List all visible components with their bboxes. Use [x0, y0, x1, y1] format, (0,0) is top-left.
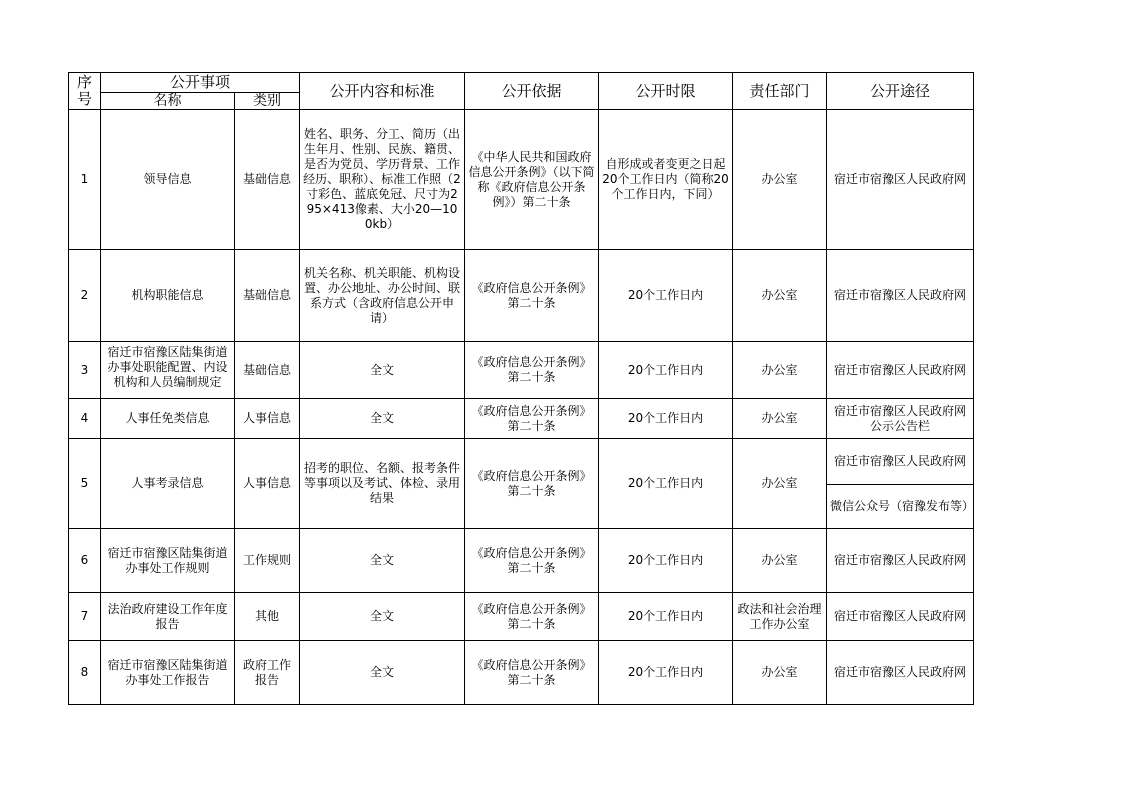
header-time-limit: 公开时限 [599, 73, 733, 110]
row-department: 办公室 [733, 110, 827, 250]
row-category: 基础信息 [235, 110, 300, 250]
row-seq: 2 [69, 250, 101, 342]
row-time-limit: 20个工作日内 [599, 593, 733, 641]
row-category: 工作规则 [235, 529, 300, 593]
row-time-limit: 20个工作日内 [599, 399, 733, 439]
row-content: 全文 [300, 342, 465, 399]
table-row [69, 110, 974, 250]
row-department: 办公室 [733, 529, 827, 593]
table-row [69, 593, 974, 641]
row-basis: 《中华人民共和国政府信息公开条例》（以下简称《政府信息公开条例》）第二十条 [465, 110, 599, 250]
row-channel: 宿迁市宿豫区人民政府网 [827, 250, 974, 342]
header-name: 名称 [101, 93, 235, 110]
row-category: 基础信息 [235, 342, 300, 399]
row-channel: 宿迁市宿豫区人民政府网 [827, 439, 974, 485]
row-name: 法治政府建设工作年度报告 [101, 593, 235, 641]
row-content: 机关名称、机关职能、机构设置、办公地址、办公时间、联系方式（含政府信息公开申请） [300, 250, 465, 342]
table-row [69, 641, 974, 705]
row-name: 宿迁市宿豫区陆集街道办事处工作规则 [101, 529, 235, 593]
header-content: 公开内容和标准 [300, 73, 465, 110]
row-department: 政法和社会治理工作办公室 [733, 593, 827, 641]
row-category: 人事信息 [235, 399, 300, 439]
row-seq: 4 [69, 399, 101, 439]
row-name: 人事任免类信息 [101, 399, 235, 439]
row-channel: 宿迁市宿豫区人民政府网 [827, 593, 974, 641]
row-content: 招考的职位、名额、报考条件等事项以及考试、体检、录用结果 [300, 439, 465, 529]
table-row [69, 250, 974, 342]
header-row-top [69, 73, 974, 93]
row-department: 办公室 [733, 250, 827, 342]
row-name: 机构职能信息 [101, 250, 235, 342]
row-department: 办公室 [733, 342, 827, 399]
row-department: 办公室 [733, 641, 827, 705]
row-name-text: 宿迁市宿豫区陆集街道办事处职能配置、内设机构和人员编制规定 [107, 344, 228, 389]
row-channel: 宿迁市宿豫区人民政府网 [827, 641, 974, 705]
row-name: 人事考录信息 [101, 439, 235, 529]
row-time-limit: 20个工作日内 [599, 342, 733, 399]
row-time-limit: 20个工作日内 [599, 529, 733, 593]
row-content: 全文 [300, 399, 465, 439]
row-name [101, 342, 235, 399]
header-channel: 公开途径 [827, 73, 974, 110]
row-channel: 宿迁市宿豫区人民政府网 [827, 110, 974, 250]
row-time-limit: 20个工作日内 [599, 250, 733, 342]
row-basis: 《政府信息公开条例》第二十条 [465, 250, 599, 342]
table-row [69, 399, 974, 439]
row-channel: 宿迁市宿豫区人民政府网 [827, 342, 974, 399]
row-basis: 《政府信息公开条例》第二十条 [465, 399, 599, 439]
row-category: 其他 [235, 593, 300, 641]
row-department: 办公室 [733, 439, 827, 529]
row-seq: 3 [69, 342, 101, 399]
header-basis: 公开依据 [465, 73, 599, 110]
header-department: 责任部门 [733, 73, 827, 110]
row-content: 姓名、职务、分工、简历（出生年月、性别、民族、籍贯、是否为党员、学历背景、工作经历、职称）、标准工作照（2寸彩色、蓝底免冠、尺寸为295×413像素、大小20—100kb） [300, 110, 465, 250]
row-basis: 《政府信息公开条例》第二十条 [465, 342, 599, 399]
table-row [69, 439, 974, 485]
row-basis: 《政府信息公开条例》第二十条 [465, 439, 599, 529]
table-row [69, 342, 974, 399]
row-time-limit: 20个工作日内 [599, 641, 733, 705]
row-basis: 《政府信息公开条例》第二十条 [465, 641, 599, 705]
row-time-limit: 20个工作日内 [599, 439, 733, 529]
row-content: 全文 [300, 529, 465, 593]
header-item-group: 公开事项 [101, 73, 300, 93]
row-name: 领导信息 [101, 110, 235, 250]
row-category: 人事信息 [235, 439, 300, 529]
table-row [69, 529, 974, 593]
row-department: 办公室 [733, 399, 827, 439]
row-seq: 7 [69, 593, 101, 641]
header-category: 类别 [235, 93, 300, 110]
row-content: 全文 [300, 641, 465, 705]
row-channel-secondary: 微信公众号（宿豫发布等） [827, 485, 974, 529]
header-seq: 序 号 [69, 73, 101, 110]
row-basis: 《政府信息公开条例》第二十条 [465, 529, 599, 593]
row-seq: 6 [69, 529, 101, 593]
row-channel: 宿迁市宿豫区人民政府网 [827, 529, 974, 593]
row-time-limit: 自形成或者变更之日起20个工作日内（简称20个工作日内，下同） [599, 110, 733, 250]
row-seq: 5 [69, 439, 101, 529]
row-name: 宿迁市宿豫区陆集街道办事处工作报告 [101, 641, 235, 705]
row-seq: 1 [69, 110, 101, 250]
row-category: 政府工作报告 [235, 641, 300, 705]
row-channel: 宿迁市宿豫区人民政府网 公示公告栏 [827, 399, 974, 439]
row-category: 基础信息 [235, 250, 300, 342]
row-seq: 8 [69, 641, 101, 705]
row-basis: 《政府信息公开条例》第二十条 [465, 593, 599, 641]
disclosure-table [68, 72, 991, 705]
row-content: 全文 [300, 593, 465, 641]
